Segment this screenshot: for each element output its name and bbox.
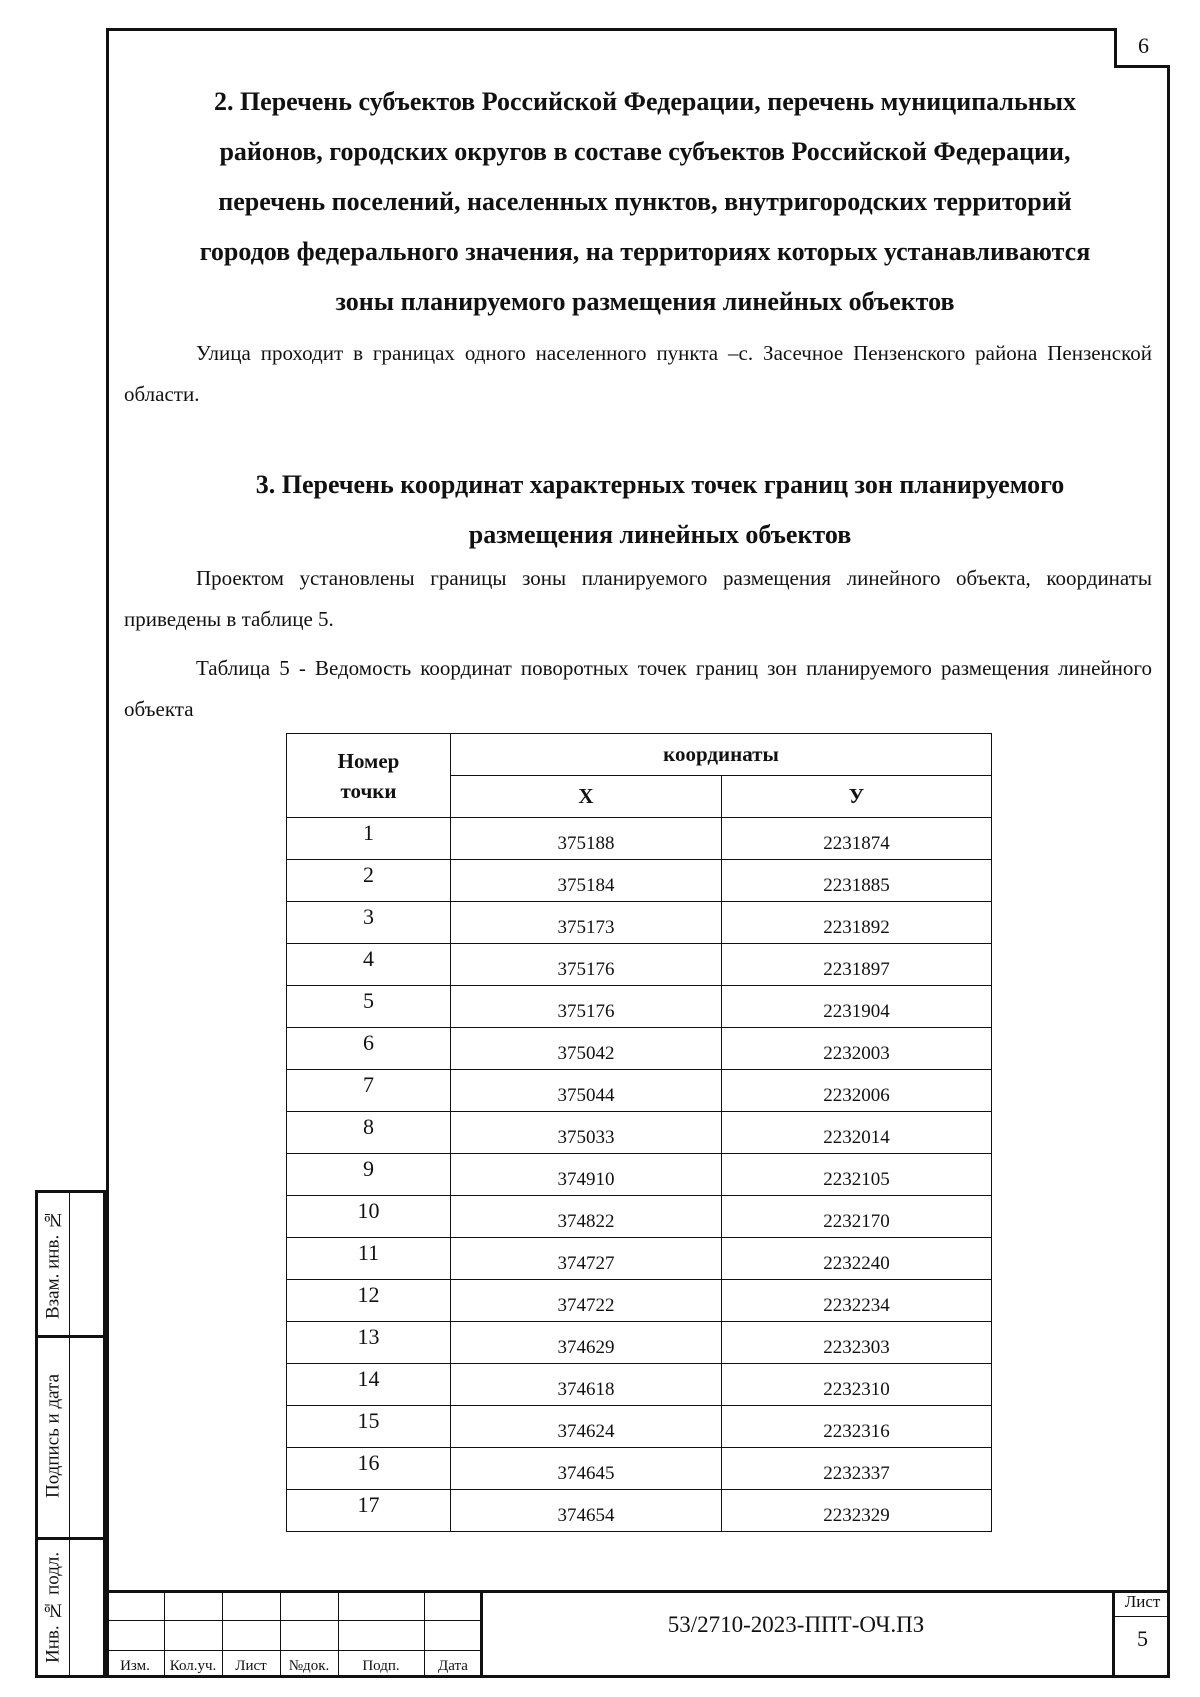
table-row — [287, 1406, 992, 1448]
x-coordinate-cell: 374722 — [451, 1280, 722, 1322]
y-coordinate-cell: 2231874 — [722, 818, 992, 860]
x-coordinate-cell: 375176 — [451, 944, 722, 986]
y-coordinate-cell: 2232337 — [722, 1448, 992, 1490]
point-number-cell: 6 — [287, 1028, 451, 1070]
y-coordinate-cell: 2232240 — [722, 1238, 992, 1280]
stamp-label-doc-number: №док. — [288, 1658, 330, 1674]
y-coordinate-cell: 2231897 — [722, 944, 992, 986]
point-number-cell: 8 — [287, 1112, 451, 1154]
section-2-title-line: перечень поселений, населенных пунктов, внутригородских территорий — [218, 187, 1072, 216]
coordinates-table-body — [287, 818, 992, 1532]
sheet-label: Лист — [1124, 1592, 1161, 1611]
stamp-label-signature: Подп. — [362, 1658, 400, 1674]
table-row — [287, 1196, 992, 1238]
sheet-number: 5 — [1137, 1626, 1148, 1651]
section-2-paragraph-text: Улица проходит в границах одного населенного пункта –с. Засечное Пензенского района Пензенской области. — [124, 341, 1152, 406]
table-row — [287, 1490, 992, 1532]
section-2-title-line: 2. Перечень субъектов Российской Федерации, перечень муниципальных — [213, 87, 1077, 116]
table-row — [287, 860, 992, 902]
x-coordinate-cell: 374629 — [451, 1322, 722, 1364]
y-coordinate-cell: 2232234 — [722, 1280, 992, 1322]
corner-page-number: 6 — [1114, 28, 1170, 68]
table-row — [287, 1448, 992, 1490]
section-3-title-line: 3. Перечень координат характерных точек границ зон планируемого — [255, 470, 1065, 499]
x-coordinate-cell: 375042 — [451, 1028, 722, 1070]
x-coordinate-cell: 375188 — [451, 818, 722, 860]
coordinates-table — [286, 733, 992, 1532]
binding-strip — [35, 1190, 106, 1678]
x-coordinate-cell: 374654 — [451, 1490, 722, 1532]
header-coordinates: координаты — [451, 734, 992, 776]
point-number-cell: 17 — [287, 1490, 451, 1532]
point-number-cell: 2 — [287, 860, 451, 902]
point-number-cell: 16 — [287, 1448, 451, 1490]
y-coordinate-cell: 2232310 — [722, 1364, 992, 1406]
x-coordinate-cell: 374727 — [451, 1238, 722, 1280]
y-coordinate-cell: 2231885 — [722, 860, 992, 902]
table-row — [287, 986, 992, 1028]
revision-grid — [106, 1593, 482, 1678]
table-row — [287, 902, 992, 944]
table-caption — [124, 648, 1152, 730]
header-point-number: Номер — [287, 734, 451, 776]
table-row — [287, 1154, 992, 1196]
header-x: Х — [451, 776, 722, 818]
section-2-title-line: районов, городских округов в составе субъектов Российской Федерации, — [219, 137, 1071, 166]
x-coordinate-cell: 374822 — [451, 1196, 722, 1238]
grid-line — [106, 1620, 482, 1621]
x-coordinate-cell: 374618 — [451, 1364, 722, 1406]
sheet-box — [1112, 1590, 1170, 1678]
table-row — [287, 1322, 992, 1364]
point-number-cell: 12 — [287, 1280, 451, 1322]
stamp-label-date: Дата — [438, 1658, 468, 1674]
replacement-inventory-label: Взам. инв. № — [42, 1209, 64, 1319]
section-2-paragraph — [124, 333, 1152, 415]
section-3-title-line: размещения линейных объектов — [468, 520, 852, 549]
point-number-cell: 10 — [287, 1196, 451, 1238]
table-row — [287, 1238, 992, 1280]
point-number-cell: 11 — [287, 1238, 451, 1280]
y-coordinate-cell: 2232316 — [722, 1406, 992, 1448]
point-number-cell: 1 — [287, 818, 451, 860]
point-number-cell: 7 — [287, 1070, 451, 1112]
table-row — [287, 1364, 992, 1406]
table-row — [287, 1280, 992, 1322]
grid-line — [106, 1650, 482, 1651]
table-row — [287, 1028, 992, 1070]
point-number-cell: 4 — [287, 944, 451, 986]
y-coordinate-cell: 2232105 — [722, 1154, 992, 1196]
x-coordinate-cell: 375033 — [451, 1112, 722, 1154]
document-code: 53/2710-2023-ППТ-ОЧ.ПЗ — [667, 1612, 925, 1637]
y-coordinate-cell: 2232329 — [722, 1490, 992, 1532]
table-row — [287, 1070, 992, 1112]
table-caption-text: Таблица 5 - Ведомость координат поворотных точек границ зон планируемого размещения линейного объекта — [124, 656, 1152, 721]
x-coordinate-cell: 375044 — [451, 1070, 722, 1112]
point-number-cell: 3 — [287, 902, 451, 944]
x-coordinate-cell: 374910 — [451, 1154, 722, 1196]
x-coordinate-cell: 375176 — [451, 986, 722, 1028]
point-number-cell: 5 — [287, 986, 451, 1028]
y-coordinate-cell: 2232006 — [722, 1070, 992, 1112]
section-2-title-line: городов федерального значения, на территориях которых устанавливаются — [199, 237, 1091, 266]
y-coordinate-cell: 2232014 — [722, 1112, 992, 1154]
sheet-box-divider — [1115, 1616, 1170, 1617]
point-number-cell: 9 — [287, 1154, 451, 1196]
section-3-title — [160, 460, 1160, 560]
header-y: У — [722, 776, 992, 818]
header-point-number-line2: точки — [287, 776, 451, 818]
y-coordinate-cell: 2232170 — [722, 1196, 992, 1238]
stamp-label-revision: Изм. — [120, 1658, 150, 1674]
point-number-cell: 14 — [287, 1364, 451, 1406]
section-2-title-line: зоны планируемого размещения линейных объектов — [335, 287, 955, 316]
table-row — [287, 944, 992, 986]
section-3-paragraph-text: Проектом установлены границы зоны планируемого размещения линейного объекта, координаты приведены в таблице 5. — [124, 566, 1152, 631]
point-number-cell: 15 — [287, 1406, 451, 1448]
stamp-label-count: Кол.уч. — [169, 1658, 217, 1674]
binding-strip-divider — [69, 1193, 70, 1675]
x-coordinate-cell: 374624 — [451, 1406, 722, 1448]
y-coordinate-cell: 2232003 — [722, 1028, 992, 1070]
point-number-cell: 13 — [287, 1322, 451, 1364]
original-inventory-label: Инв. № подл. — [42, 1551, 64, 1664]
stamp-label-sheet: Лист — [235, 1658, 267, 1674]
y-coordinate-cell: 2231892 — [722, 902, 992, 944]
table-row — [287, 1112, 992, 1154]
signature-date-label: Подпись и дата — [42, 1373, 64, 1499]
x-coordinate-cell: 375184 — [451, 860, 722, 902]
y-coordinate-cell: 2232303 — [722, 1322, 992, 1364]
section-3-paragraph — [124, 558, 1152, 640]
x-coordinate-cell: 375173 — [451, 902, 722, 944]
y-coordinate-cell: 2231904 — [722, 986, 992, 1028]
section-2-title — [130, 77, 1160, 327]
table-row — [287, 818, 992, 860]
x-coordinate-cell: 374645 — [451, 1448, 722, 1490]
